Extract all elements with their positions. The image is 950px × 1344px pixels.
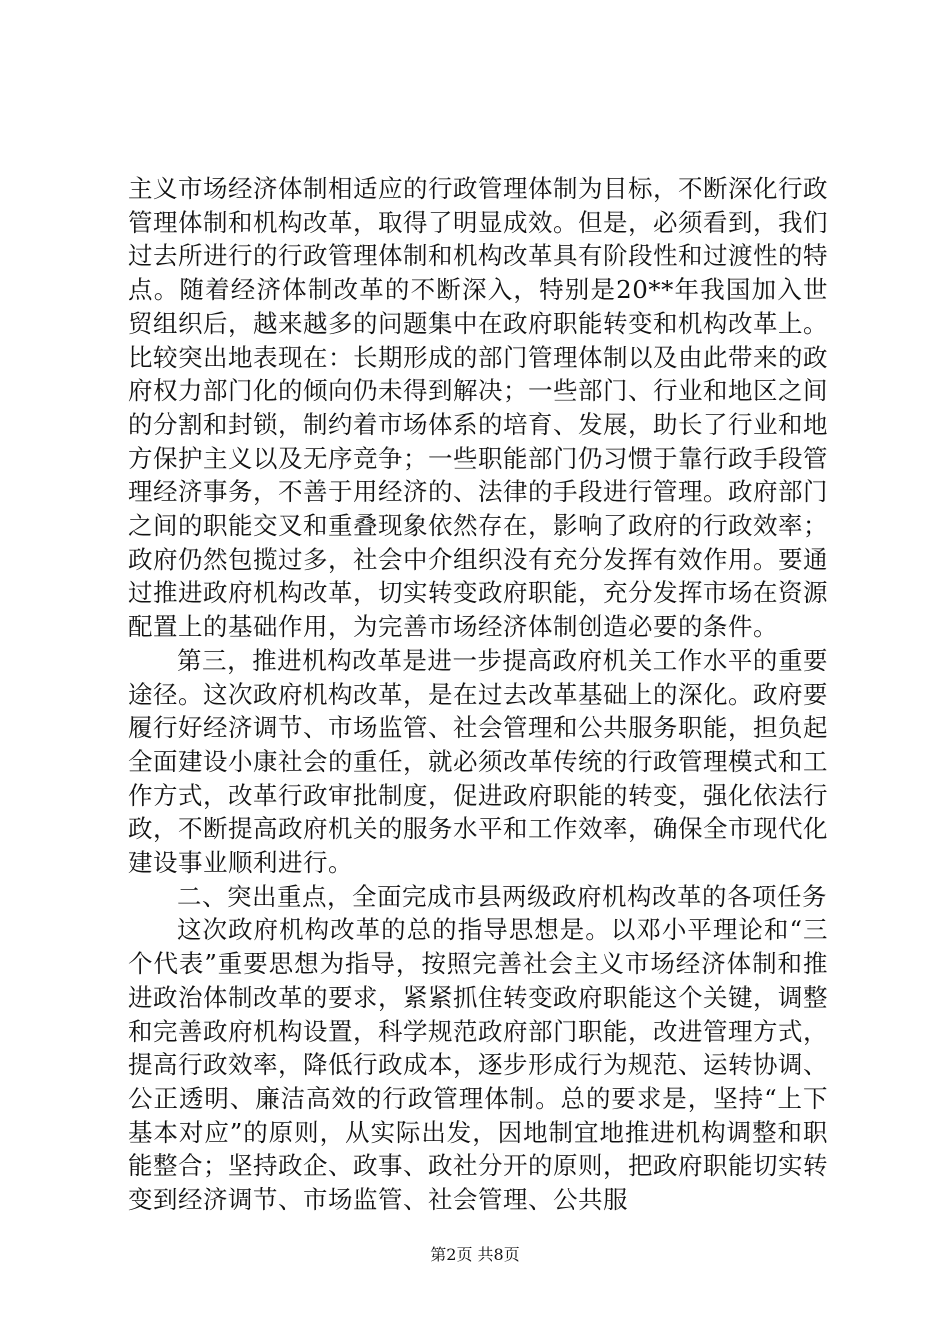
paragraph-third-point: 第三，推进机构改革是进一步提高政府机关工作水平的重要途径。这次政府机构改革，是在过去改革基础上的深化。政府要履行好经济调节、市场监管、社会管理和公共服务职能，担负起全面建设小康社会的重任，就必须改革传统的行政管理模式和工作方式，改革行政审批制度，促进政府职能的转变，强化依法行政，不断提高政府机关的服务水平和工作效率，确保全市现代化建设事业顺利进行。: [128, 645, 828, 878]
section-heading-two: 二、突出重点，全面完成市县两级政府机构改革的各项任务: [177, 881, 827, 911]
body-text: [128, 172, 828, 1217]
paragraph-continuation: 主义市场经济体制相适应的行政管理体制为目标，不断深化行政管理体制和机构改革，取得了明显成效。但是，必须看到，我们过去所进行的行政管理体制和机构改革具有阶段性和过渡性的特点。随着经济体制改革的不断深入，特别是20**年我国加入世贸组织后，越来越多的问题集中在政府职能转变和机构改革上。比较突出地表现在：长期形成的部门管理体制以及由此带来的政府权力部门化的倾向仍未得到解决；一些部门、行业和地区之间的分割和封锁，制约着市场体系的培育、发展，助长了行业和地方保护主义以及无序竞争；一些职能部门仍习惯于靠行政手段管理经济事务，不善于用经济的、法律的手段进行管理。政府部门之间的职能交叉和重叠现象依然存在，影响了政府的行政效率；政府仍然包揽过多，社会中介组织没有充分发挥有效作用。要通过推进政府机构改革，切实转变政府职能，充分发挥市场在资源配置上的基础作用，为完善市场经济体制创造必要的条件。: [128, 174, 828, 642]
page-footer: 第2页 共8页: [430, 1245, 520, 1264]
paragraph-guiding-ideology: 这次政府机构改革的总的指导思想是。以邓小平理论和“三个代表”重要思想为指导，按照完善社会主义市场经济体制和推进政治体制改革的要求，紧紧抓住转变政府职能这个关键，调整和完善政府机构设置，科学规范政府部门职能，改进管理方式，提高行政效率，降低行政成本，逐步形成行为规范、运转协调、公正透明、廉洁高效的行政管理体制。总的要求是，坚持“上下基本对应”的原则，从实际出发，因地制宜地推进机构调整和职能整合；坚持政企、政事、政社分开的原则，把政府职能切实转变到经济调节、市场监管、社会管理、公共服: [128, 915, 828, 1215]
